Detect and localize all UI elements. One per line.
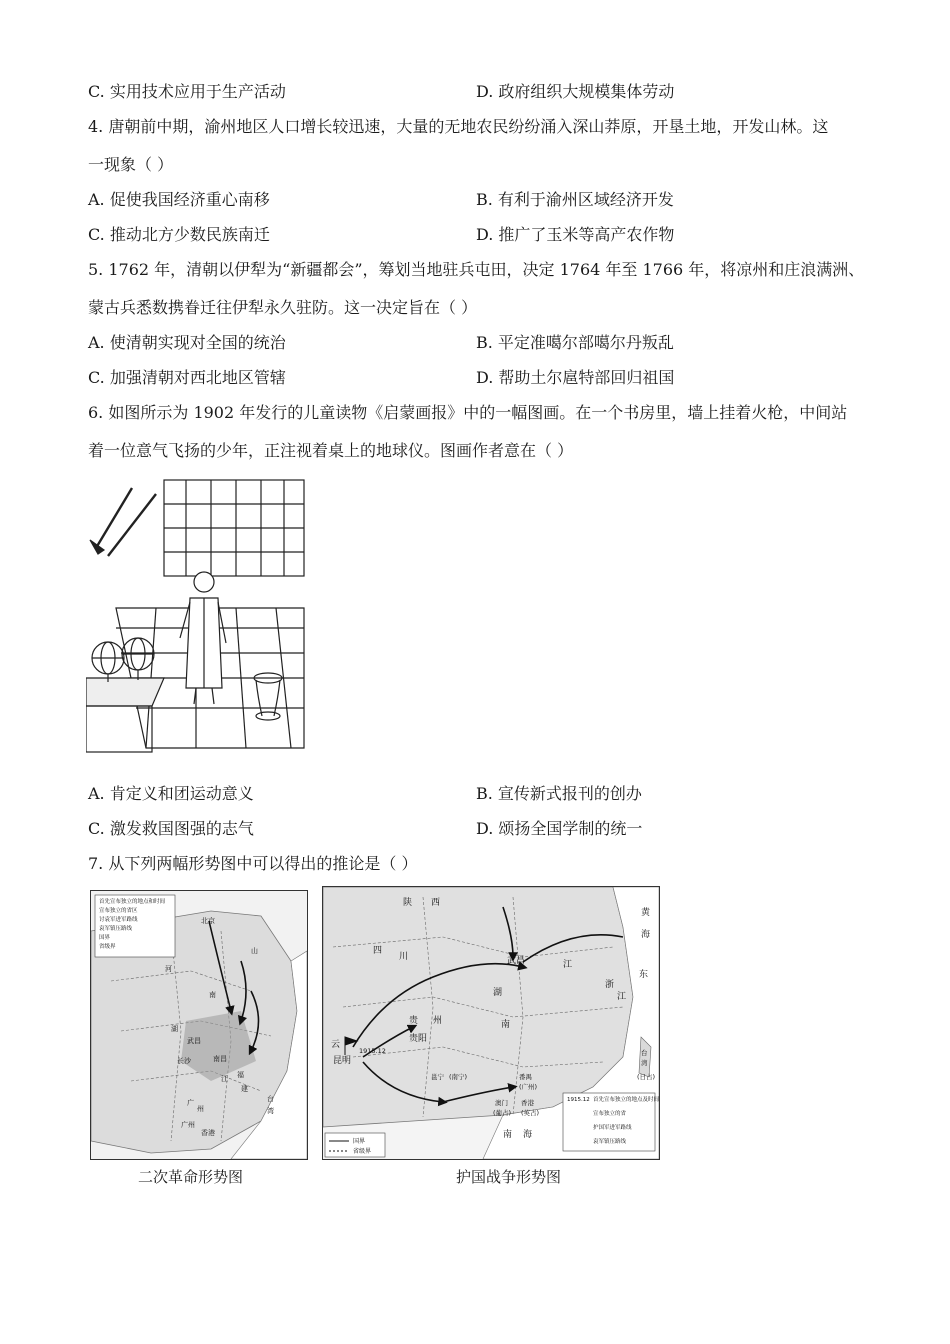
right-label-27: (日占) [637, 1073, 656, 1081]
q6-option-b: B. 宣传新式报刊的创办 [476, 784, 642, 803]
q4-option-a: A. 促使我国经济重心南移 [88, 190, 270, 209]
right-label-4: 武昌 [507, 956, 526, 966]
right-label-14: 云 [331, 1040, 341, 1050]
right-label-20: (广州) [519, 1083, 538, 1091]
right-label-12: 湖 [493, 988, 503, 998]
right-legend-2: 护国军进军路线 [593, 1125, 632, 1131]
right-label-26: 湾 [641, 1059, 648, 1067]
right-bottom-legend-0: 国界 [353, 1138, 366, 1145]
right-label-13: 南 [501, 1020, 511, 1030]
left-label-2: 山 [251, 947, 258, 955]
left-label-12: 州 [197, 1105, 204, 1113]
left-label-0: 北京 [201, 917, 215, 925]
left-legend-4: 国界 [99, 935, 111, 941]
q4-stem-line2: 一现象（ ） [88, 155, 174, 174]
left-label-5: 武昌 [187, 1037, 201, 1045]
right-label-17: 邕宁 [431, 1073, 444, 1081]
right-label-11: 贵阳 [409, 1034, 428, 1044]
left-label-15: 广州 [181, 1121, 195, 1129]
q6-illustration [86, 478, 306, 754]
right-legend-year: 1915.12 [567, 1097, 590, 1103]
right-label-10: 州 [433, 1016, 443, 1026]
q4-option-d: D. 推广了玉米等高产农作物 [476, 225, 675, 244]
q5-option-d: D. 帮助土尔扈特部回归祖国 [476, 368, 675, 387]
q5-stem-line2: 蒙古兵悉数携眷迁往伊犁永久驻防。这一决定旨在（ ） [88, 298, 478, 317]
left-label-10: 建 [241, 1085, 248, 1093]
right-label-7: 江 [617, 992, 627, 1002]
right-label-28: 黄 [641, 908, 651, 918]
right-label-24: (葡占) [493, 1109, 512, 1117]
q5-option-a: A. 使清朝实现对全国的统治 [88, 333, 286, 352]
left-label-16: 香港 [201, 1129, 215, 1137]
right-label-8: 东 [639, 970, 649, 980]
right-label-3: 川 [399, 952, 409, 962]
left-label-3: 南 [209, 991, 216, 999]
right-label-29: 海 [641, 930, 651, 940]
right-label-30: 南 [503, 1130, 513, 1140]
right-bottom-legend-1: 省级界 [353, 1148, 372, 1155]
right-label-16: 1915.12 [359, 1047, 386, 1055]
left-label-4: 湖 [171, 1025, 178, 1033]
left-label-11: 广 [187, 1099, 194, 1107]
right-label-0: 陕 [403, 898, 413, 908]
q4-stem-line1: 4. 唐朝前中期，渝州地区人口增长较迅速，大量的无地农民纷纷涌入深山莽原，开垦土地，开发山林。这 [88, 117, 829, 136]
q6-stem-line2: 着一位意气飞扬的少年，正注视着桌上的地球仪。图画作者意在（ ） [88, 441, 574, 460]
q3-option-c: C. 实用技术应用于生产活动 [88, 82, 286, 101]
left-map-caption: 二次革命形势图 [138, 1168, 244, 1186]
q7-stem: 7. 从下列两幅形势图中可以得出的推论是（ ） [88, 854, 418, 873]
right-legend-0: 首先宣布独立的地点及时间 [593, 1097, 660, 1103]
q4-option-c: C. 推动北方少数民族南迁 [88, 225, 270, 244]
left-label-8: 江 [221, 1075, 228, 1083]
right-label-9: 贵 [409, 1016, 419, 1026]
right-legend-1: 宣布独立的省 [593, 1111, 627, 1117]
q6-option-d: D. 颂扬全国学制的统一 [476, 819, 643, 838]
left-legend-0: 首先宣布独立的地点和时间 [99, 899, 166, 905]
q6-stem-line1: 6. 如图所示为 1902 年发行的儿童读物《启蒙画报》中的一幅图画。在一个书房里，墙上挂着火枪，中间站 [88, 403, 848, 422]
left-label-6: 长沙 [177, 1057, 191, 1065]
right-legend-3: 袁军镇压路线 [593, 1139, 627, 1145]
left-label-9: 福 [237, 1071, 244, 1079]
right-label-18: (南宁) [449, 1073, 468, 1081]
right-label-23: 澳门 [495, 1099, 508, 1107]
second-revolution-map [90, 890, 308, 1160]
right-label-25: 台 [641, 1049, 648, 1057]
q4-option-b: B. 有利于渝州区域经济开发 [476, 190, 674, 209]
left-legend-1: 宣布独立的省区 [99, 908, 138, 914]
right-label-22: (英占) [521, 1109, 540, 1117]
right-label-21: 香港 [521, 1099, 534, 1107]
right-label-31: 海 [523, 1130, 533, 1140]
left-label-1: 河 [165, 965, 172, 973]
left-legend-2: 讨袁军进军路线 [99, 917, 138, 923]
q5-option-b: B. 平定准噶尔部噶尔丹叛乱 [476, 333, 674, 352]
left-label-7: 南昌 [213, 1055, 227, 1063]
left-label-13: 湾 [267, 1107, 274, 1115]
right-label-6: 浙 [605, 980, 615, 990]
q5-option-c: C. 加强清朝对西北地区管辖 [88, 368, 286, 387]
right-label-5: 江 [563, 960, 573, 970]
right-map-caption: 护国战争形势图 [456, 1168, 562, 1186]
q6-option-a: A. 肯定义和团运动意义 [88, 784, 254, 803]
national-protection-war-map [322, 886, 660, 1160]
right-label-1: 西 [431, 898, 441, 908]
q3-option-d: D. 政府组织大规模集体劳动 [476, 82, 675, 101]
q5-stem-line1: 5. 1762 年，清朝以伊犁为“新疆都会”，筹划当地驻兵屯田，决定 1764 年至 1766 年，将凉州和庄浪满洲、 [88, 260, 865, 279]
q6-option-c: C. 激发救国图强的志气 [88, 819, 254, 838]
right-label-15: 昆明 [333, 1056, 352, 1066]
left-legend-5: 省级界 [99, 944, 116, 950]
left-legend-3: 袁军镇压路线 [99, 926, 133, 932]
right-label-2: 四 [373, 946, 383, 956]
right-label-19: 番禺 [519, 1073, 532, 1081]
left-label-14: 台 [267, 1095, 274, 1103]
